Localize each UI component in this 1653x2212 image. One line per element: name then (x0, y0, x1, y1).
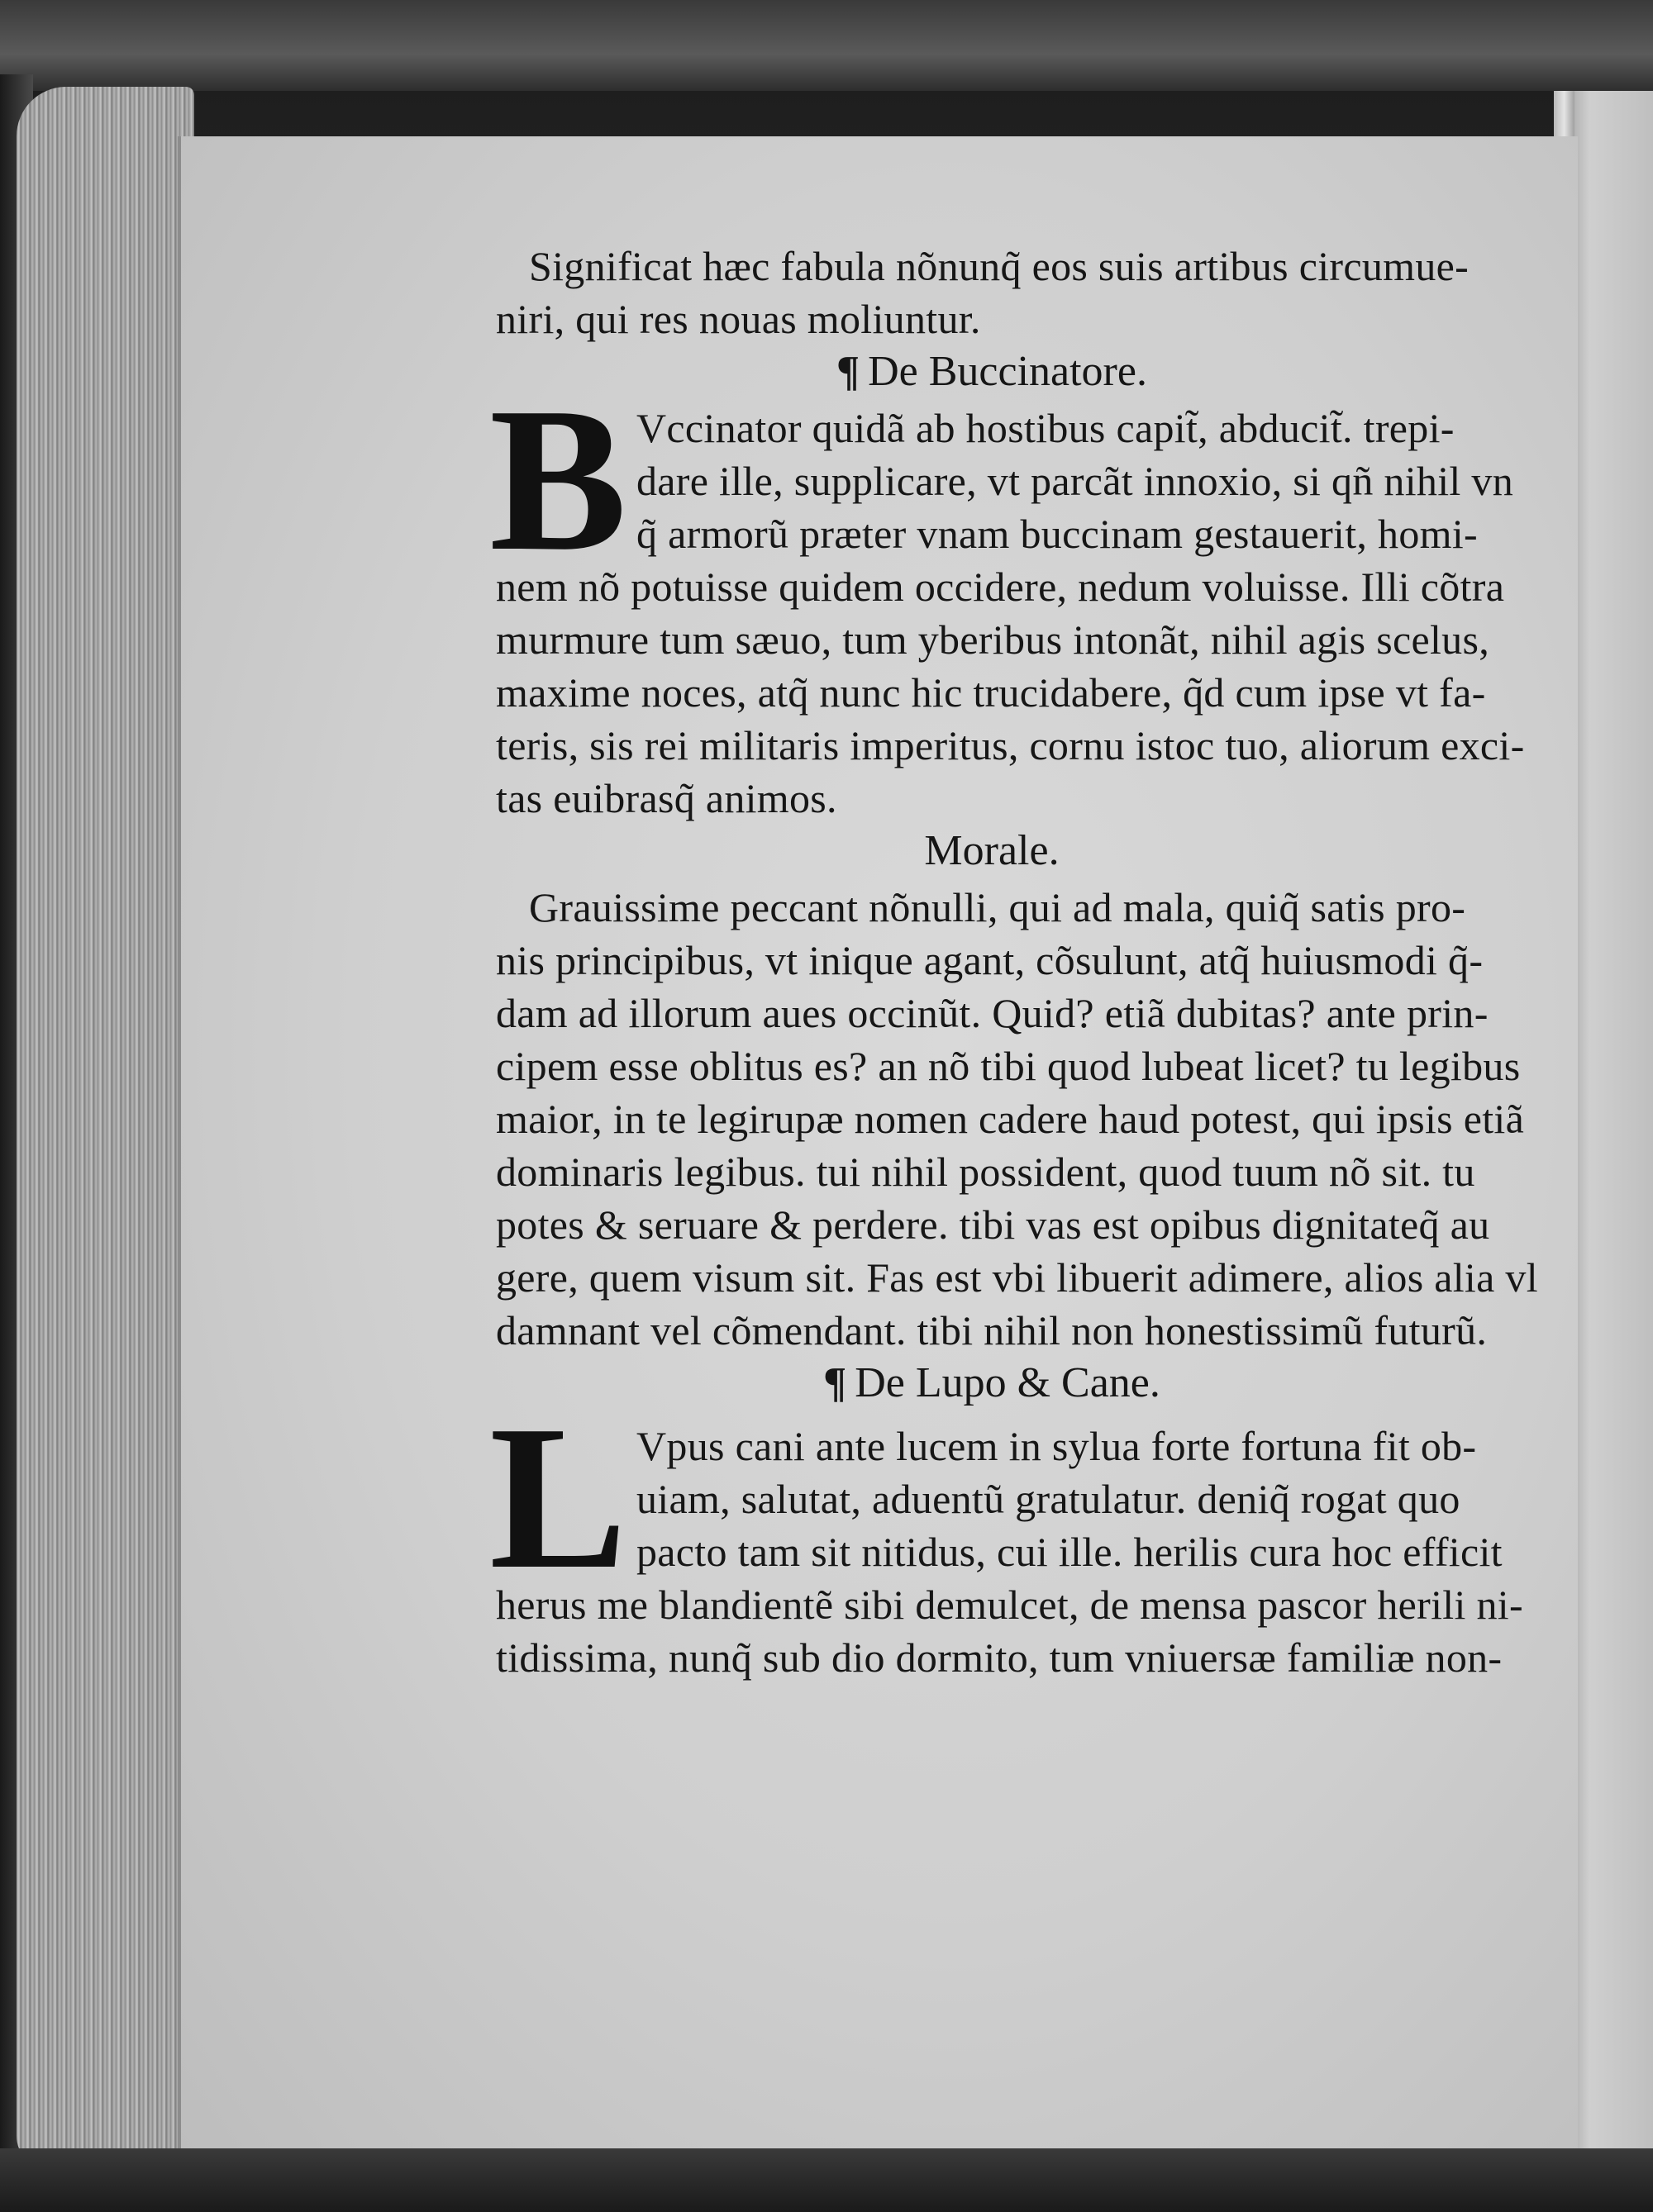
drop-cap-initial: L (489, 1383, 627, 1612)
text-line: Grauissime peccant nõnulli, qui ad mala, quiq̃ satis pro- (529, 884, 1466, 930)
fable-lupo-cane-body (489, 1383, 1523, 1684)
text-line: Vpus cani ante lucem in sylua forte fortuna fit ob- (636, 1423, 1477, 1469)
text-line: tas euibrasq̃ animos. (496, 775, 837, 821)
text-line: nis principibus, vt inique agant, cõsulunt, atq̃ huiusmodi q̃- (496, 937, 1484, 983)
text-line: nem nõ potuisse quidem occidere, nedum voluisse. Illi cõtra (496, 564, 1505, 610)
moral-body (496, 881, 1538, 1357)
text-line: uiam, salutat, aduentũ gratulatur. deniq̃ rogat quo (636, 1476, 1460, 1522)
page-text (489, 240, 1538, 1684)
text-line: teris, sis rei militaris imperitus, cornu istoc tuo, aliorum exci- (496, 722, 1525, 768)
text-line: q̃ armorũ præter vnam buccinam gestauerit, homi- (636, 511, 1478, 557)
text-line: Significat hæc fabula nõnunq̃ eos suis artibus circumue- (529, 243, 1470, 289)
section-heading-lupo-cane (496, 1357, 1488, 1413)
text-line: damnant vel cõmendant. tibi nihil non honestissimũ futurũ. (496, 1307, 1488, 1353)
text-line: maxime noces, atq̃ nunc hic trucidabere, q̃d cum ipse vt fa- (496, 669, 1486, 716)
pilcrow-mark: ¶ (823, 1359, 847, 1406)
drop-cap-initial: B (489, 365, 627, 594)
moral-heading: Morale. (924, 827, 1060, 874)
text-line: murmure tum sæuo, tum yberibus intonãt, nihil agis scelus, (496, 616, 1490, 663)
text-line: Vccinator quidã ab hostibus capit̃, abducit̃. trepi- (636, 405, 1455, 451)
text-line: dare ille, supplicare, vt parcãt innoxio, si qñ nihil vn (636, 458, 1513, 504)
text-line: gere, quem visum sit. Fas est vbi libuerit adimere, alios alia vl (496, 1254, 1538, 1301)
pilcrow-mark: ¶ (836, 348, 860, 395)
text-line: potes & seruare & perdere. tibi vas est opibus dignitateq̃ au (496, 1201, 1490, 1248)
text-line: herus me blandientẽ sibi demulcet, de mensa pascor herili ni- (496, 1582, 1523, 1628)
text-line: dominaris legibus. tui nihil possident, quod tuum nõ sit. tu (496, 1149, 1475, 1195)
text-line: tidissima, nunq̃ sub dio dormito, tum vniuersæ familiæ non- (496, 1634, 1503, 1681)
section-heading-buccinatore (496, 345, 1488, 402)
text-line: dam ad illorum aues occinũt. Quid? etiã dubitas? ante prin- (496, 990, 1489, 1036)
scan-bottom-edge (0, 2148, 1653, 2212)
text-line: maior, in te legirupæ nomen cadere haud potest, qui ipsis etiã (496, 1096, 1525, 1142)
scan-backdrop (0, 0, 1653, 91)
heading-text: De Buccinatore. (868, 348, 1147, 395)
text-line: cipem esse oblitus es? an nõ tibi quod lubeat licet? tu legibus (496, 1043, 1521, 1089)
page-edges-stack (17, 87, 194, 2169)
text-line: pacto tam sit nitidus, cui ille. herilis cura hoc efficit (636, 1529, 1503, 1575)
heading-text: De Lupo & Cane. (855, 1359, 1160, 1406)
text-line: niri, qui res nouas moliuntur. (496, 296, 981, 342)
